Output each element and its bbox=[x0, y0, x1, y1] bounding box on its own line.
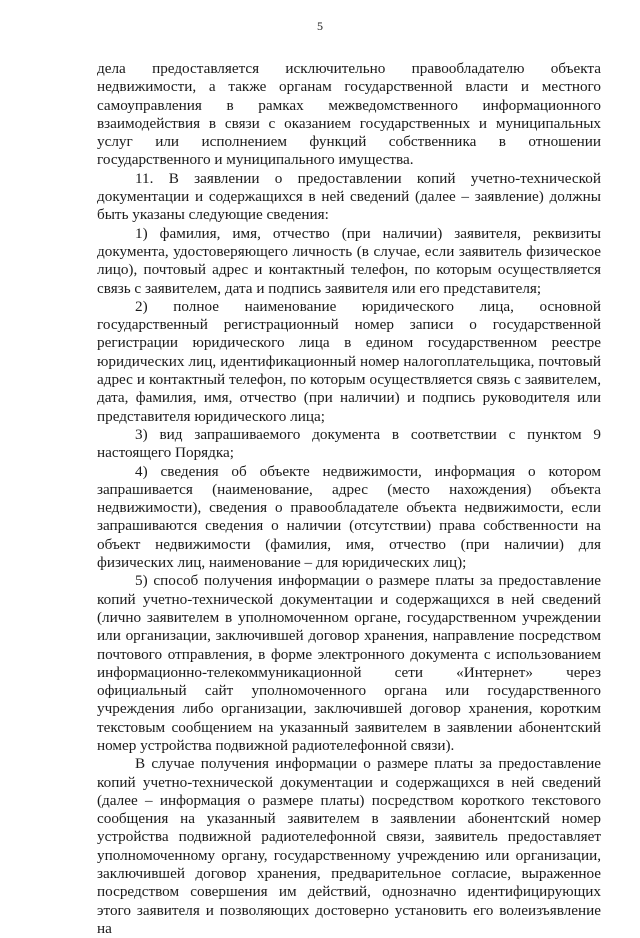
paragraph-subitem-5: 5) способ получения информации о размере платы за предоставление копий учетно-технической документации и содержащихся в ней сведений (лично заявителем в уполномоченном органе, государственном учреждении или организации, заключившей договор хранения, направление посредством почтового отправления, в форме электронного документа с использованием информационно-телекоммуникационной сети «Интернет» через официальный сайт уполномоченного органа или государственного учреждения либо организации, заключившей договор хранения, коротким текстовым сообщением на указанный заявителем в заявлении абонентский номер устройства подвижной радиотелефонной связи). bbox=[97, 572, 601, 754]
page-number: 5 bbox=[317, 19, 323, 33]
paragraph-continuation: дела предоставляется исключительно правообладателю объекта недвижимости, а также органам государственной власти и местного самоуправления в рамках межведомственного информационного взаимодействия в связи с оказанием государственных и муниципальных услуг или исполнением функций собственника в отношении государственного и муниципального имущества. bbox=[97, 60, 601, 169]
document-body bbox=[97, 60, 601, 938]
paragraph-item-11: 11. В заявлении о предоставлении копий учетно-технической документации и содержащихся в ней сведений (далее – заявление) должны быть указаны следующие сведения: bbox=[97, 169, 601, 224]
paragraph-subitem-1: 1) фамилия, имя, отчество (при наличии) заявителя, реквизиты документа, удостоверяющего личность (в случае, если заявитель физическое лицо), почтовый адрес и контактный телефон, по которым осуществляется связь с заявителем, дата и подпись заявителя или его представителя; bbox=[97, 224, 601, 297]
paragraph-subitem-2: 2) полное наименование юридического лица, основной государственный регистрационный номер записи о государственной регистрации юридического лица в едином государственном реестре юридических лиц, идентификационный номер налогоплательщика, почтовый адрес и контактный телефон, по которым осуществляется связь с заявителем, дата, фамилия, имя, отчество (при наличии) и подпись руководителя или представителя юридического лица; bbox=[97, 297, 601, 425]
paragraph-subitem-3: 3) вид запрашиваемого документа в соответствии с пунктом 9 настоящего Порядка; bbox=[97, 425, 601, 462]
paragraph-subitem-4: 4) сведения об объекте недвижимости, информация о котором запрашивается (наименование, адрес (место нахождения) объекта недвижимости), сведения о правообладателе объекта недвижимости, если запрашиваются сведения о наличии (отсутствии) права собственности на объект недвижимости (фамилия, имя, отчество (при наличии) для физических лиц, наименование – для юридических лиц); bbox=[97, 462, 601, 572]
paragraph-payment-info: В случае получения информации о размере платы за предоставление копий учетно-технической документации и содержащихся в ней сведений (далее – информация о размере платы) посредством короткого текстового сообщения на указанный заявителем в заявлении абонентский номер устройства подвижной радиотелефонной связи, заявитель предоставляет уполномоченному органу, государственному учреждению или организации, заключившей договор хранения, предварительное согласие, выраженное посредством совершения им действий, однозначно идентифицирующих этого заявителя и позволяющих достоверно установить его волеизъявление на bbox=[97, 755, 601, 937]
